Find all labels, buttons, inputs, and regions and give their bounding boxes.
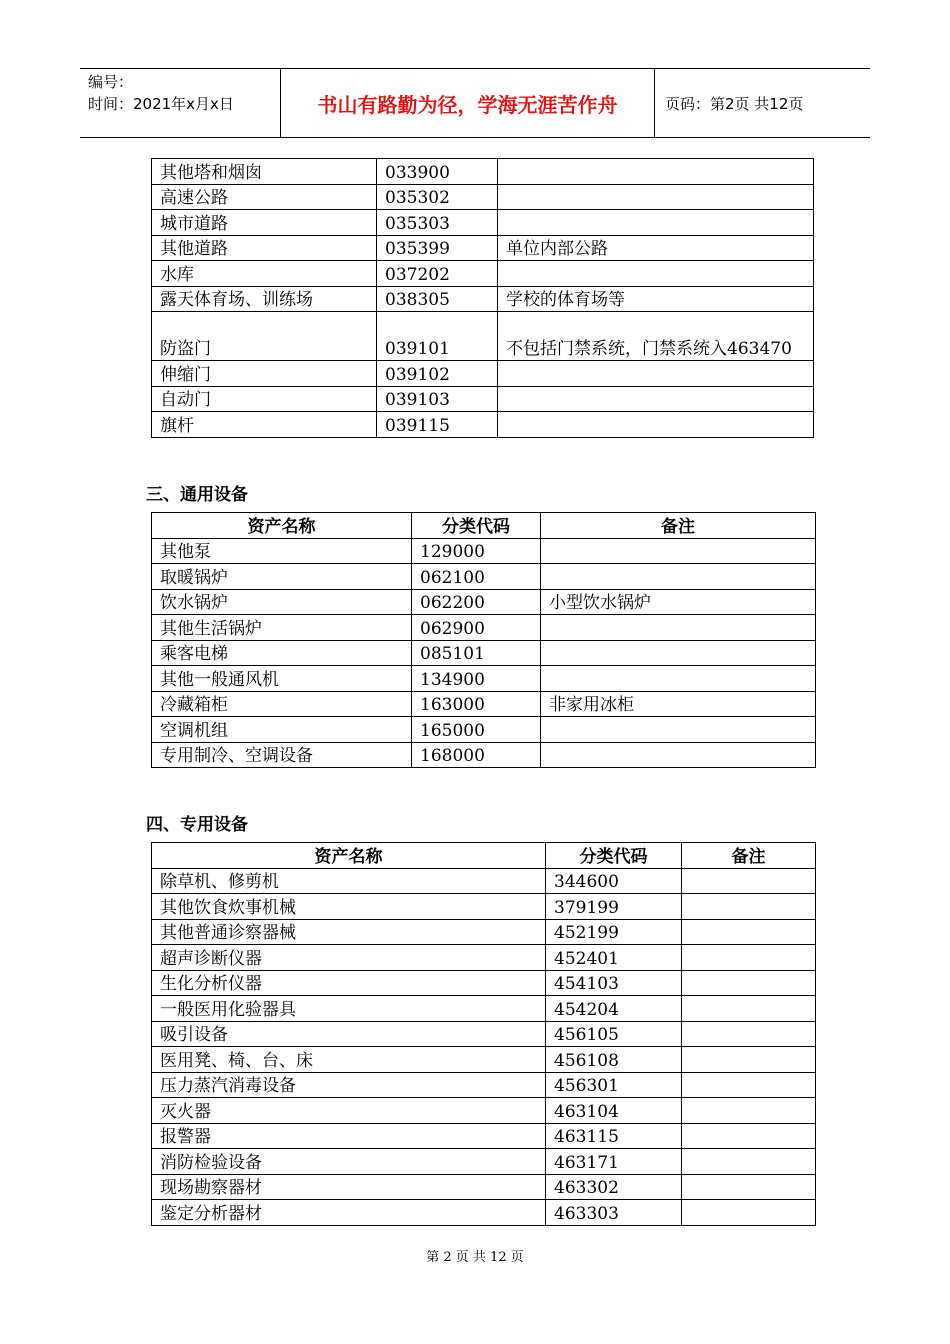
- remark-cell: [682, 919, 816, 945]
- table-row: [152, 970, 816, 996]
- table-row: [152, 538, 816, 564]
- asset-name-cell: 其他塔和烟囱: [152, 159, 377, 185]
- asset-name-cell: 专用制冷、空调设备: [152, 742, 412, 768]
- table-row: [152, 312, 814, 361]
- asset-name-cell: 鉴定分析器材: [152, 1200, 546, 1226]
- asset-name-cell: 吸引设备: [152, 1021, 546, 1047]
- remark-cell: [682, 1200, 816, 1226]
- table-header-row: [152, 513, 816, 539]
- remark-cell: [682, 945, 816, 971]
- column-header: 资产名称: [152, 513, 412, 539]
- remark-cell: 非家用冰柜: [541, 691, 816, 717]
- table-row: [152, 1200, 816, 1226]
- remark-cell: [498, 159, 814, 185]
- remark-cell: 不包括门禁系统，门禁系统入463470: [498, 312, 814, 361]
- category-code-cell: 163000: [412, 691, 541, 717]
- table-row: [152, 1098, 816, 1124]
- remark-cell: [541, 666, 816, 692]
- table-row: [152, 1123, 816, 1149]
- table-row: [152, 894, 816, 920]
- asset-name-cell: 其他道路: [152, 235, 377, 261]
- asset-name-cell: 其他饮食炊事机械: [152, 894, 546, 920]
- remark-cell: [541, 615, 816, 641]
- remark-cell: [541, 742, 816, 768]
- table-row: [152, 159, 814, 185]
- remark-cell: [682, 970, 816, 996]
- table-special-equipment: [151, 842, 816, 1226]
- category-code-cell: 456108: [546, 1047, 682, 1073]
- table-row: [152, 286, 814, 312]
- section-title-general-equipment: 三、通用设备: [146, 485, 248, 505]
- category-code-cell: 379199: [546, 894, 682, 920]
- table-row: [152, 386, 814, 412]
- category-code-cell: 463303: [546, 1200, 682, 1226]
- table-row: [152, 412, 814, 438]
- table-row: [152, 1021, 816, 1047]
- table-row: [152, 564, 816, 590]
- table-row: [152, 742, 816, 768]
- asset-name-cell: 其他泵: [152, 538, 412, 564]
- category-code-cell: 035302: [377, 184, 498, 210]
- table-row: [152, 919, 816, 945]
- remark-cell: 单位内部公路: [498, 235, 814, 261]
- header-motto: 书山有路勤为径，学海无涯苦作舟: [281, 69, 655, 137]
- remark-cell: [682, 1123, 816, 1149]
- remark-cell: 学校的体育场等: [498, 286, 814, 312]
- table-row: [152, 210, 814, 236]
- asset-name-cell: 消防检验设备: [152, 1149, 546, 1175]
- asset-name-cell: 生化分析仪器: [152, 970, 546, 996]
- category-code-cell: 463104: [546, 1098, 682, 1124]
- asset-name-cell: 一般医用化验器具: [152, 996, 546, 1022]
- asset-name-cell: 伸缩门: [152, 361, 377, 387]
- asset-name-cell: 乘客电梯: [152, 640, 412, 666]
- table-row: [152, 996, 816, 1022]
- category-code-cell: 344600: [546, 868, 682, 894]
- remark-cell: [682, 1098, 816, 1124]
- remark-cell: 小型饮水锅炉: [541, 589, 816, 615]
- table-row: [152, 945, 816, 971]
- category-code-cell: 454103: [546, 970, 682, 996]
- asset-name-cell: 医用凳、椅、台、床: [152, 1047, 546, 1073]
- remark-cell: [498, 210, 814, 236]
- column-header: 备注: [682, 843, 816, 869]
- table-row: [152, 640, 816, 666]
- table-row: [152, 1072, 816, 1098]
- remark-cell: [541, 538, 816, 564]
- table-row: [152, 261, 814, 287]
- page-footer: 第 2 页 共 12 页: [426, 1250, 524, 1265]
- table-row: [152, 691, 816, 717]
- category-code-cell: 039103: [377, 386, 498, 412]
- category-code-cell: 463171: [546, 1149, 682, 1175]
- category-code-cell: 454204: [546, 996, 682, 1022]
- asset-name-cell: 压力蒸汽消毒设备: [152, 1072, 546, 1098]
- asset-name-cell: 其他生活锅炉: [152, 615, 412, 641]
- remark-cell: [498, 412, 814, 438]
- category-code-cell: 039102: [377, 361, 498, 387]
- category-code-cell: 039115: [377, 412, 498, 438]
- remark-cell: [541, 717, 816, 743]
- table-row: [152, 1047, 816, 1073]
- asset-name-cell: 冷藏箱柜: [152, 691, 412, 717]
- category-code-cell: 035303: [377, 210, 498, 236]
- asset-name-cell: 超声诊断仪器: [152, 945, 546, 971]
- category-code-cell: 165000: [412, 717, 541, 743]
- section-title-special-equipment: 四、专用设备: [146, 815, 248, 835]
- remark-cell: [541, 564, 816, 590]
- asset-name-cell: 高速公路: [152, 184, 377, 210]
- remark-cell: [682, 1072, 816, 1098]
- category-code-cell: 456105: [546, 1021, 682, 1047]
- asset-name-cell: 灭火器: [152, 1098, 546, 1124]
- column-header: 分类代码: [412, 513, 541, 539]
- remark-cell: [682, 996, 816, 1022]
- remark-cell: [682, 1047, 816, 1073]
- asset-name-cell: 防盗门: [152, 312, 377, 361]
- category-code-cell: 062100: [412, 564, 541, 590]
- remark-cell: [682, 894, 816, 920]
- category-code-cell: 033900: [377, 159, 498, 185]
- table-row: [152, 235, 814, 261]
- asset-name-cell: 自动门: [152, 386, 377, 412]
- column-header: 备注: [541, 513, 816, 539]
- category-code-cell: 134900: [412, 666, 541, 692]
- category-code-cell: 168000: [412, 742, 541, 768]
- number-label: 编号：: [88, 73, 134, 91]
- category-code-cell: 452401: [546, 945, 682, 971]
- table-row: [152, 717, 816, 743]
- table-row: [152, 361, 814, 387]
- remark-cell: [541, 640, 816, 666]
- asset-name-cell: 取暖锅炉: [152, 564, 412, 590]
- asset-name-cell: 其他一般通风机: [152, 666, 412, 692]
- table-row: [152, 1149, 816, 1175]
- asset-name-cell: 水库: [152, 261, 377, 287]
- asset-name-cell: 露天体育场、训练场: [152, 286, 377, 312]
- remark-cell: [498, 361, 814, 387]
- category-code-cell: 456301: [546, 1072, 682, 1098]
- remark-cell: [498, 184, 814, 210]
- table-row: [152, 615, 816, 641]
- category-code-cell: 037202: [377, 261, 498, 287]
- table-header-row: [152, 843, 816, 869]
- table-row: [152, 868, 816, 894]
- remark-cell: [682, 868, 816, 894]
- column-header: 分类代码: [546, 843, 682, 869]
- category-code-cell: 035399: [377, 235, 498, 261]
- category-code-cell: 452199: [546, 919, 682, 945]
- remark-cell: [682, 1174, 816, 1200]
- table-general-equipment: [151, 512, 816, 768]
- remark-cell: [682, 1149, 816, 1175]
- asset-name-cell: 现场勘察器材: [152, 1174, 546, 1200]
- table-row: [152, 666, 816, 692]
- header-meta: [80, 69, 281, 137]
- category-code-cell: 463302: [546, 1174, 682, 1200]
- category-code-cell: 062200: [412, 589, 541, 615]
- table-row: [152, 589, 816, 615]
- asset-name-cell: 空调机组: [152, 717, 412, 743]
- category-code-cell: 129000: [412, 538, 541, 564]
- asset-name-cell: 报警器: [152, 1123, 546, 1149]
- asset-name-cell: 除草机、修剪机: [152, 868, 546, 894]
- table-row: [152, 184, 814, 210]
- category-code-cell: 463115: [546, 1123, 682, 1149]
- header-page-info: 页码：第2页 共12页: [665, 94, 804, 113]
- category-code-cell: 038305: [377, 286, 498, 312]
- category-code-cell: 062900: [412, 615, 541, 641]
- remark-cell: [682, 1021, 816, 1047]
- page-header: [80, 68, 870, 138]
- table-structures: [151, 158, 814, 438]
- asset-name-cell: 饮水锅炉: [152, 589, 412, 615]
- category-code-cell: 085101: [412, 640, 541, 666]
- asset-name-cell: 旗杆: [152, 412, 377, 438]
- table-row: [152, 1174, 816, 1200]
- time-label: 时间：2021年x月x日: [88, 95, 234, 113]
- remark-cell: [498, 386, 814, 412]
- column-header: 资产名称: [152, 843, 546, 869]
- asset-name-cell: 其他普通诊察器械: [152, 919, 546, 945]
- remark-cell: [498, 261, 814, 287]
- category-code-cell: 039101: [377, 312, 498, 361]
- asset-name-cell: 城市道路: [152, 210, 377, 236]
